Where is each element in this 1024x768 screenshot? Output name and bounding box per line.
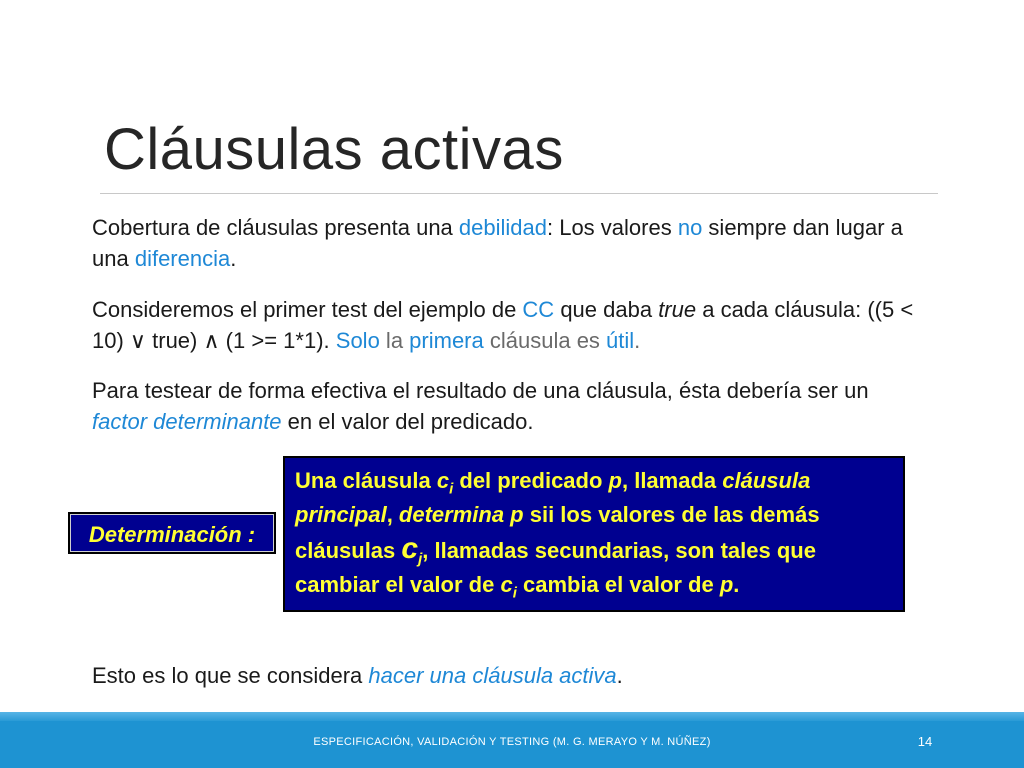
footer-text: ESPECIFICACIÓN, VALIDACIÓN Y TESTING (M. G. MERAYO Y M. NÚÑEZ) [313, 736, 711, 748]
def-var-c: c [500, 572, 513, 597]
text-run-grey: cláusula es [483, 328, 607, 353]
text-run: . [230, 246, 237, 271]
text-run: . [616, 663, 623, 688]
def-var-c: c [436, 468, 450, 493]
paragraph-conclusion [92, 660, 922, 691]
text-run: : Los valores [546, 215, 678, 240]
text-run-grey: . [634, 328, 641, 353]
def-sub-j: j [418, 550, 423, 568]
slide-title: Cláusulas activas [104, 117, 564, 182]
highlight-factor-determinante: factor determinante [92, 409, 282, 434]
text-run: que daba [554, 297, 659, 322]
text-run: a cada cláusula: ((5 < 10) ∨ true) ∧ (1 >= 1*1). [92, 297, 914, 353]
definition-box [283, 456, 905, 612]
text-run: Cobertura de cláusulas presenta una [92, 215, 459, 240]
text-run-grey: la [379, 328, 410, 353]
def-text: . [733, 572, 740, 597]
highlight-util: útil [606, 328, 635, 353]
def-var-cj: c [401, 532, 419, 565]
highlight-solo: Solo [335, 328, 380, 353]
text-run: Consideremos el primer test del ejemplo de [92, 297, 523, 322]
title-divider [100, 193, 938, 194]
paragraph-weakness [92, 212, 922, 274]
def-sub-i: i [512, 584, 517, 602]
def-text: , llamada [621, 468, 723, 493]
highlight-cc: CC [522, 297, 555, 322]
highlight-debilidad: debilidad [458, 215, 547, 240]
def-var-p: p [719, 572, 734, 597]
def-text: , [386, 502, 399, 527]
def-text: sii los valores de las demás cláusulas [295, 502, 820, 563]
footer-bar-highlight [0, 712, 1024, 721]
text-run: en el valor del predicado. [281, 409, 534, 434]
highlight-clausula-activa: hacer una cláusula activa [368, 663, 617, 688]
highlight-diferencia: diferencia [134, 246, 231, 271]
highlight-no: no [677, 215, 703, 240]
text-run: Esto es lo que se considera [92, 663, 369, 688]
determination-label: Determinación : [68, 512, 276, 554]
text-run: siempre dan lugar a una [92, 215, 903, 271]
page-number: 14 [917, 734, 933, 749]
italic-true: true [658, 297, 697, 322]
paragraph-example [92, 294, 922, 356]
def-text: cambia el valor de [516, 572, 720, 597]
def-sub-i: i [449, 480, 454, 498]
def-determina: determina p [398, 502, 524, 527]
paragraph-determining-factor [92, 375, 922, 437]
text-run: Para testear de forma efectiva el resultado de una cláusula, ésta debería ser un [92, 378, 869, 403]
def-principal: cláusula principal [295, 468, 811, 527]
def-var-p: p [608, 468, 622, 493]
highlight-primera: primera [409, 328, 484, 353]
def-text: , llamadas secundarias, son tales que cambiar el valor de [295, 538, 816, 597]
def-text: del predicado [453, 468, 609, 493]
def-text: Una cláusula [295, 468, 437, 493]
